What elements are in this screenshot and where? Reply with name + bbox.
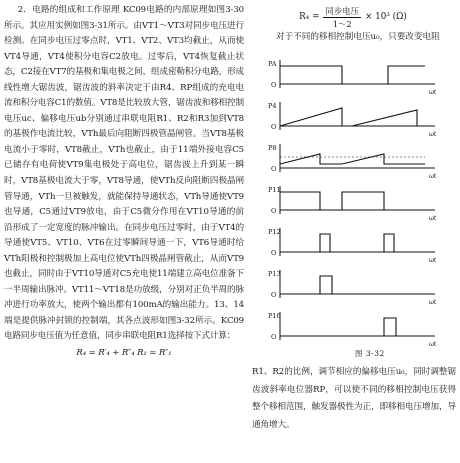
origin-label: O — [271, 81, 277, 89]
waveform-figure — [250, 52, 456, 352]
panel-label: P13 — [268, 270, 281, 278]
resistor-note: 对于不同的移相控制电压u₀，只要改变电阻 — [276, 32, 440, 42]
waveform-trace — [280, 108, 417, 126]
waveform-panel — [268, 186, 437, 222]
formula-fraction — [323, 5, 361, 30]
waveform-trace — [280, 276, 425, 294]
origin-label: O — [271, 249, 277, 257]
waveform-panel — [268, 270, 437, 306]
waveform-panel — [268, 228, 437, 264]
waveform-trace — [280, 318, 425, 336]
origin-label: O — [271, 333, 277, 341]
bottom-paragraph: R1、R2的比例，调节相应的偏移电压u₀，同时调整锯齿波斜率电位器RP，可以使不同的移相控制电压获得整个移相范围，触发器极性为正，即移相电压增加，导通角增大。 — [252, 367, 456, 430]
formula-lhs: R₄ = — [299, 12, 320, 22]
body-paragraph: 2．电路的组成和工作原理 KC09电路的内部原理如图3-30所示。其应用实例如图3-31所示。由VT1～VT3对同步电压进行检测。在同步电压过零点时，VT1、VT2、VT3均截止，从而使VT4导通，VT4使积分电容C2放电。过零后，VT4恢复截止状态，C2接在VT7的基极和集电极之间，组成密勒积分电路，形成线性增大锯齿波，锯齿波的斜率决定于由R4、RP组成的充电电流和积分电容C1的数值。VT8是比较放大管，锯齿波和移相控制电压uc、偏移电压ub分别通过串联电阻R1、R2和R3加到VT8的基极作电流比较，VTh最后向阻断四极管晶闸管。当VT8基极电流小于零时，VT8截止，VTh也截止，由于11端外接电容C5已储存有电荷使VT9集电极处于高电位，锯齿波上升到某一瞬时，VT8基极电流大于零，VT8导通，使VTh反向阻断四极晶闸管导通，VTh一旦被触发，就能保持导通状态，VTh导通使VT9也导通，C5通过VT9放电，由于C5微分作用在VT10导通的前沿形成了一定宽度的脉冲输出。在同步电压过零时，由于VT4的导通使VT5、VT10、VT6在过零瞬间导通一下，VT6导通时给VTh阳极和控制极加上高电位使VTh四极晶闸管截止，从而VT9也截止，同时由于VT10导通对C5充电使11端建立高电位准备下一半周输出脉冲。VT11～VT18是功放级，分别对正负半周的脉冲进行功率放大，使两个输出都有100mA的输出能力。13、14端是提供脉冲封锁的控制端，其各点波形如图3-32所示。KC09电路同步电压值为任意值，同步串联电阻R1选择按下式计算： — [4, 5, 244, 342]
figure-caption: 图 3-32 — [355, 349, 385, 358]
axis-label: ωt — [429, 215, 437, 222]
formula-numerator: 同步电压 — [325, 5, 359, 16]
axis-label: ωt — [429, 257, 437, 264]
panel-label: P4 — [268, 102, 277, 110]
formula-rhs: × 10³ (Ω) — [364, 12, 407, 22]
origin-label: O — [271, 123, 277, 131]
waveform-panel — [268, 312, 437, 348]
origin-label: O — [271, 165, 277, 173]
waveform-trace — [280, 154, 425, 164]
panel-label: P16 — [268, 312, 281, 320]
panel-label: PA — [268, 60, 277, 68]
panel-label: P11 — [268, 186, 281, 194]
axis-label: ωt — [429, 89, 437, 96]
panel-label: P12 — [268, 228, 281, 236]
axis-label: ωt — [429, 299, 437, 306]
waveform-panel — [268, 102, 437, 138]
right-column — [250, 0, 456, 430]
waveform-trace — [280, 66, 425, 84]
waveform-trace — [280, 192, 425, 210]
waveform-panel — [268, 144, 437, 180]
axis-label: ωt — [429, 173, 437, 180]
origin-label: O — [271, 207, 277, 215]
waveform-panels — [268, 60, 437, 348]
formula-denominator: 1～2 — [332, 18, 352, 29]
waveform-trace — [280, 234, 425, 252]
series-resistor-formula: R₄ = R′₄ + R″₄ R₁ = R″₁ — [76, 348, 172, 359]
axis-label: ωt — [429, 131, 437, 138]
axis-label: ωt — [429, 341, 437, 348]
origin-label: O — [271, 291, 277, 299]
left-column — [4, 3, 244, 362]
waveform-panel — [268, 60, 437, 96]
panel-label: P8 — [268, 144, 277, 152]
resistor-formula — [250, 2, 456, 32]
